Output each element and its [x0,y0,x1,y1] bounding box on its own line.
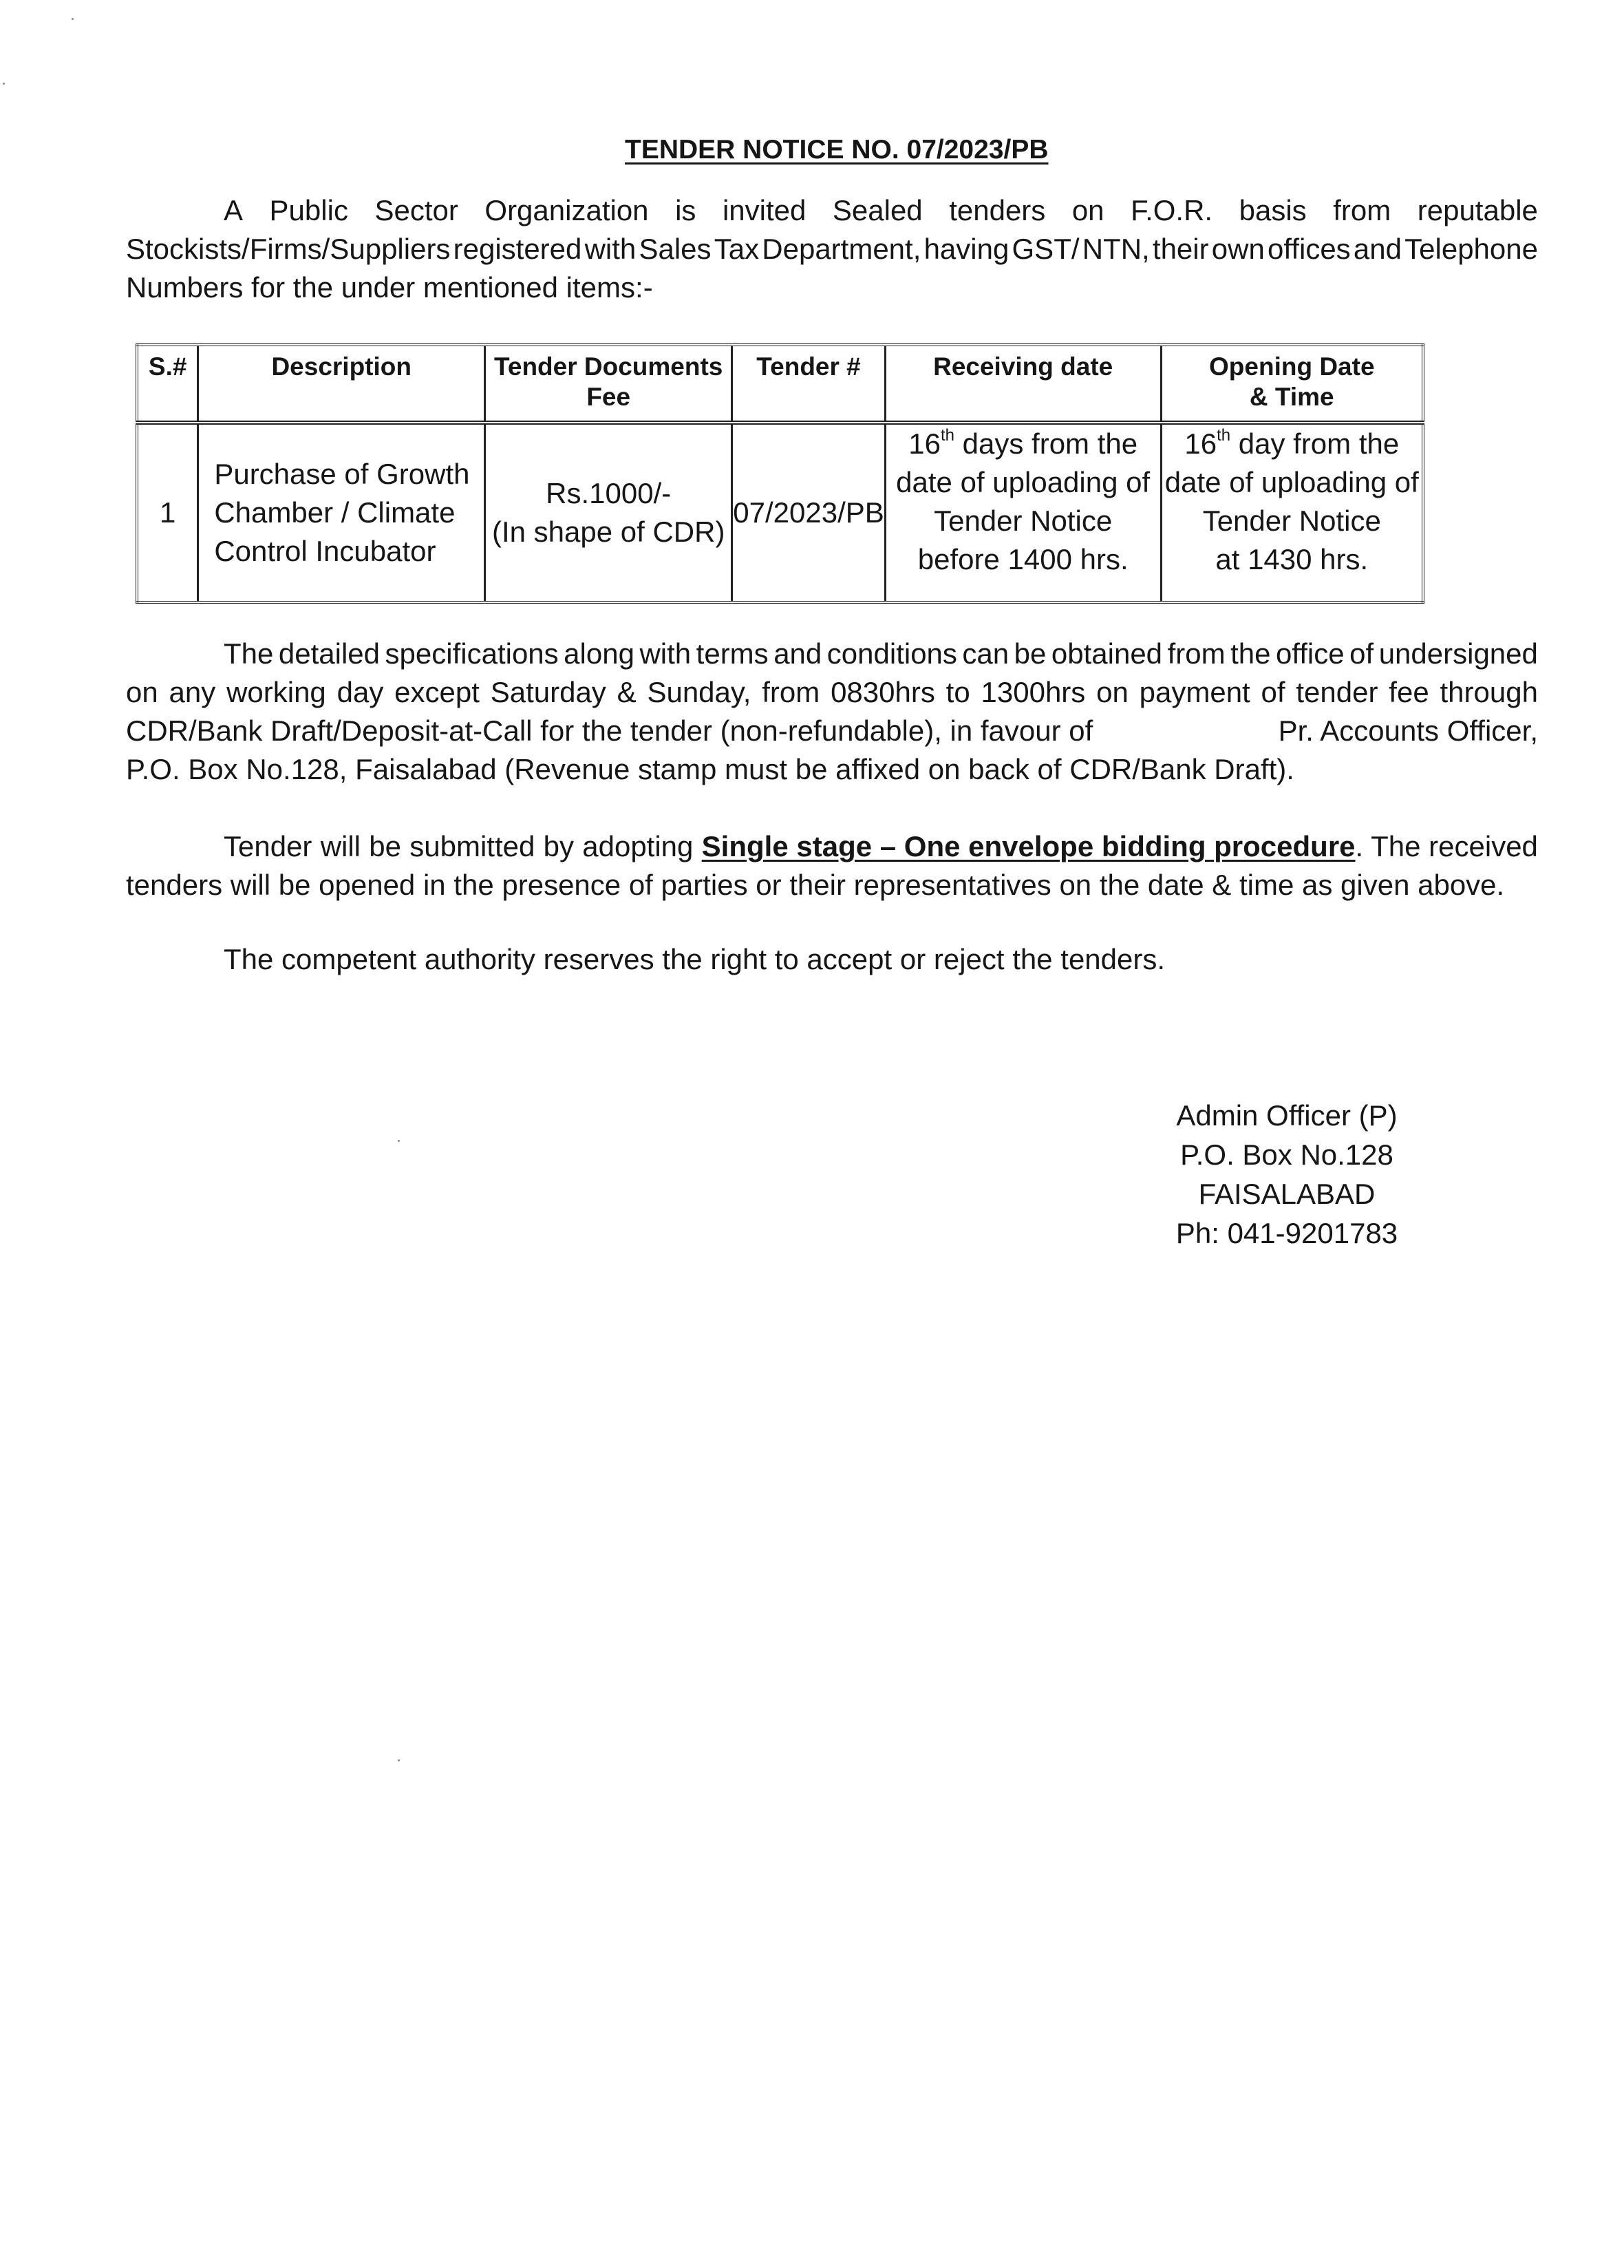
notice-title: TENDER NOTICE NO. 07/2023/PB [625,135,1049,165]
word: invited [722,194,806,226]
word: having [923,233,1009,265]
header-fee-line-2: Fee [586,383,631,411]
para2-line-1 [126,635,1538,673]
word: fee [1389,676,1429,708]
opening-line-2: date of uploading of [1164,466,1419,498]
description-line-3: Control Incubator [214,535,436,567]
word: tender [1296,676,1378,708]
word: payment [1139,676,1250,708]
intro-paragraph [126,191,1538,307]
word: on [1096,676,1129,708]
authority-paragraph [126,940,1538,979]
word: working [226,676,326,708]
para4-text: The competent authority reserves the right to accept or reject the tenders. [224,943,1166,975]
scan-speck [398,1759,400,1761]
word: conditions [826,637,957,670]
word: Organization [484,194,649,226]
word: A [224,194,244,226]
header-fee [485,345,732,423]
word: The [224,637,274,670]
word: basis [1239,194,1307,226]
opening-line-1: 16th day from the [1184,426,1400,460]
word: GST/ [1012,233,1080,265]
signature-line-1: Admin Officer (P) [1176,1099,1398,1132]
word: Sales [639,233,712,265]
word: Public [269,194,348,226]
word: the [1230,637,1271,670]
word: be [1014,637,1047,670]
intro-line-3-text: Numbers for the under mentioned items:- [126,271,653,304]
para4-line [126,940,1538,979]
receiving-line-3: Tender Notice [934,505,1113,537]
word: to [945,676,970,708]
word: tenders [949,194,1046,226]
word: registered [453,233,582,265]
word: from [1333,194,1391,226]
para2-line-3-left: CDR/Bank Draft/Deposit-at-Call for the tender (non-refundable), in favour of [126,714,1093,747]
tender-table [136,343,1424,604]
receiving-line-1: 16th days from the [908,426,1138,460]
word: Telephone [1404,233,1538,265]
scan-speck [3,83,5,85]
word: and [773,637,822,670]
word: & [617,676,637,708]
para3-line-2 [126,866,1538,904]
header-fee-line-1: Tender Documents [494,352,723,381]
bidding-procedure-bold: Single stage – One envelope bidding procedure [701,830,1356,862]
word: except [394,676,480,708]
signature-block [1129,1096,1445,1253]
opening-line-4: at 1430 hrs. [1215,543,1369,575]
word: own [1211,233,1265,265]
receiving-line-2: date of uploading of [896,466,1151,498]
para2-line-3 [126,712,1538,750]
para2-line-3-right: Pr. Accounts Officer, [1278,714,1538,747]
description-line-2: Chamber / Climate [214,496,456,529]
word: terms [696,637,769,670]
word: and [1353,233,1402,265]
specifications-paragraph [126,635,1538,789]
word: NTN, [1082,233,1150,265]
word: their [1152,233,1209,265]
para3-line-2-text: tenders will be opened in the presence of parties or their representatives on the date & time as given above. [126,869,1505,901]
scan-speck [72,18,74,20]
cell-description [198,423,485,602]
word: obtained [1051,637,1163,670]
signature-line-3: FAISALABAD [1198,1178,1376,1210]
word: of [1349,637,1374,670]
cell-receiving-date [885,423,1161,602]
para2-line-4-text: P.O. Box No.128, Faisalabad (Revenue stamp must be affixed on back of CDR/Bank Draft). [126,753,1294,785]
intro-line-2 [126,230,1538,268]
cell-fee [485,423,732,602]
table-header-row [137,345,1423,423]
signature-line-2: P.O. Box No.128 [1180,1138,1393,1171]
cell-tender-no: 07/2023/PB [732,423,886,602]
table-row [137,423,1423,602]
para3-line-1: Tender will be submitted by adopting Single stage – One envelope bidding procedure. The received [224,830,1538,862]
word: on [1071,194,1104,226]
word: with [584,233,637,265]
fee-line-1: Rs.1000/- [546,477,672,509]
word: Sunday, [647,676,751,708]
word: from [762,676,820,708]
intro-line-1 [126,191,1538,230]
word: Saturday [490,676,606,708]
word: is [675,194,696,226]
word: can [962,637,1009,670]
cell-opening-date [1161,423,1423,602]
word: 1300hrs [981,676,1086,708]
word: office [1275,637,1345,670]
para2-line-2 [126,673,1538,712]
word: on [126,676,158,708]
bidding-paragraph [126,827,1538,904]
word: Stockists/Firms/Suppliers [126,233,451,265]
title-block [0,135,1624,176]
word: of [1261,676,1285,708]
word: Sealed [832,194,923,226]
word: Department, [762,233,921,265]
opening-line-3: Tender Notice [1202,505,1381,537]
intro-line-3 [126,268,1538,307]
word: any [169,676,216,708]
cell-sno: 1 [137,423,198,602]
description-line-1: Purchase of Growth [214,458,470,490]
word: from [1167,637,1226,670]
header-opening-date [1161,345,1423,423]
word: Sector [374,194,458,226]
fee-line-2: (In shape of CDR) [491,516,725,548]
word: reputable [1417,194,1538,226]
para2-line-4 [126,750,1538,789]
header-receiving-date: Receiving date [885,345,1161,423]
word: F.O.R. [1131,194,1213,226]
header-opening-line-1: Opening Date [1209,352,1375,381]
word: day [336,676,384,708]
word: specifications [385,637,559,670]
header-opening-line-2: & Time [1249,383,1334,411]
word: undersigned [1378,637,1538,670]
signature-line-4: Ph: 041-9201783 [1175,1217,1398,1249]
header-tender-no: Tender # [732,345,886,423]
word: detailed [278,637,381,670]
word: offices [1268,233,1351,265]
word: Tax [714,233,760,265]
header-description: Description [198,345,485,423]
receiving-line-4: before 1400 hrs. [917,543,1129,575]
word: 0830hrs [831,676,935,708]
word: with [639,637,692,670]
scan-speck [398,1140,400,1142]
header-sno: S.# [137,345,198,423]
word: through [1440,676,1538,708]
word: along [564,637,634,670]
